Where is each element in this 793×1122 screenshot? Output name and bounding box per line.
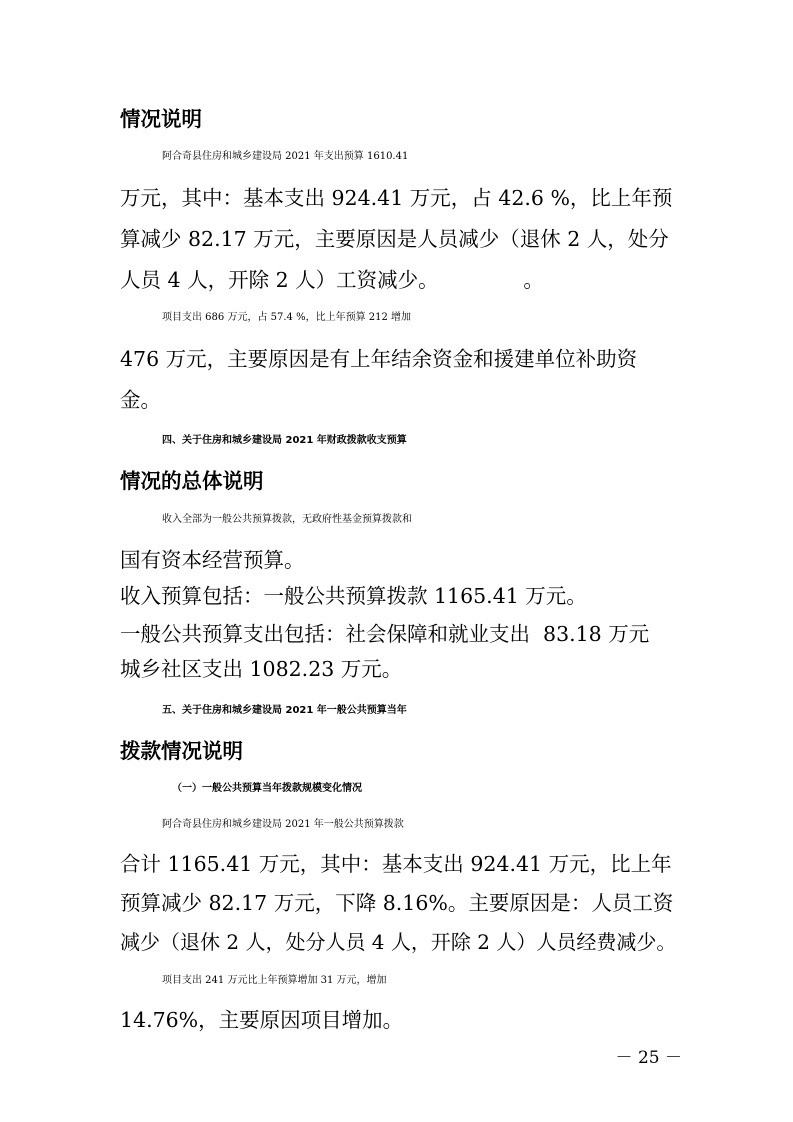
paragraph-line: 合计 1165.41 万元，其中：基本支出 924.41 万元，比上年 (120, 852, 672, 876)
paragraph-line: 人员 4 人，开除 2 人）工资减少。 。 (120, 268, 544, 292)
paragraph-line: 阿合奇县住房和城乡建设局 2021 年支出预算 1610.41 (162, 151, 409, 162)
paragraph-line: 收入预算包括：一般公共预算拨款 1165.41 万元。 (120, 584, 587, 608)
section-heading: 五、关于住房和城乡建设局 2021 年一般公共预算当年 (162, 705, 407, 716)
section-heading-continuation: 情况说明 (120, 107, 202, 131)
page-number: － 25 － (615, 1048, 682, 1068)
paragraph-line: 城乡社区支出 1082.23 万元。 (120, 657, 403, 681)
paragraph-line: 项目支出 686 万元，占 57.4 %，比上年预算 212 增加 (162, 312, 412, 323)
section-heading: 情况的总体说明 (120, 469, 264, 493)
paragraph-line: 万元，其中：基本支出 924.41 万元，占 42.6 %，比上年预 (120, 186, 673, 210)
paragraph-line: 国有资本经营预算。 (120, 548, 305, 572)
paragraph-line: 收入全部为一般公共预算拨款，无政府性基金预算拨款和 (162, 514, 412, 525)
section-heading: 四、关于住房和城乡建设局 2021 年财政拨款收支预算 (162, 435, 407, 446)
section-heading: 拨款情况说明 (120, 739, 243, 763)
paragraph-line: 项目支出 241 万元比上年预算增加 31 万元，增加 (162, 975, 387, 986)
paragraph-line: 算减少 82.17 万元，主要原因是人员减少（退休 2 人，处分 (120, 227, 669, 251)
paragraph-line: 阿合奇县住房和城乡建设局 2021 年一般公共预算拨款 (162, 819, 404, 830)
subsection-heading: （一）一般公共预算当年拨款规模变化情况 (172, 783, 362, 794)
paragraph-line: 一般公共预算支出包括：社会保障和就业支出 83.18 万元 (120, 622, 650, 646)
paragraph-line: 减少（退休 2 人，处分人员 4 人，开除 2 人）人员经费减少。 (120, 930, 677, 954)
paragraph-line: 476 万元，主要原因是有上年结余资金和援建单位补助资 (120, 347, 638, 371)
paragraph-line: 金。 (120, 388, 161, 412)
paragraph-line: 预算减少 82.17 万元，下降 8.16%。主要原因是：人员工资 (120, 891, 674, 915)
paragraph-line: 14.76%，主要原因项目增加。 (120, 1008, 404, 1032)
